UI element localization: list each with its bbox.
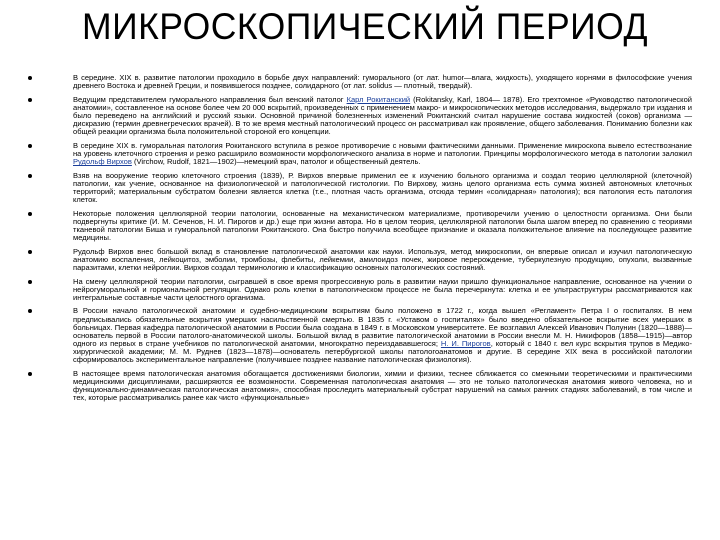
- link-rokitansky[interactable]: Карл Рокитанский: [346, 94, 411, 104]
- paragraph-text: На смену целлюлярной теории патологии, сыгравшей в свое время прогрессивную роль в развитии науки пришло функциональное направление, основанное на учении о нейрогуморальной и гормональной регуляции. Однако роль клетки в патологическом процессе не была перечеркнута: клетка и ее ультраструктуры рассматриваются как интегральные составные части целостного организма.: [73, 276, 692, 302]
- paragraph-text: В середине. XIX в. развитие патологии проходило в борьбе двух направлений: гуморального (от лат. humor—влага, жидкость), уходящего корнями в философские учения древнего Востока и древней Греции, и появившегося позднее, солидарного (от лат. solidus — плотный, твердый).: [73, 73, 692, 91]
- paragraph-text: Взяв на вооружение теорию клеточного строения (1839), Р. Вирхов впервые применил ее к изучению больного организма и создал теорию целлюлярной (клеточной) патологии, как учение, основанное на физиологической и патологической гистологии. По Вирхову, жизнь целого организма есть сумма жизней автономных клеточных территорий; материальным субстратом болезни является клетка (т.е., плотная часть организма, отсюда термин «солидарная» патология); вся патология есть патология клеток.: [73, 170, 692, 205]
- paragraph-text: [73, 307, 692, 364]
- paragraph-text-part: Ведущим представителем гуморального направления был венский патолог: [73, 94, 347, 104]
- paragraph-text-part: (Rokitansky, Karl, 1804— 1878). Его трехтомное «Руководство патологической анатомии», составленное на основе более чем 20 000 вскрытий, произведенных с применением макро- и микроскопических методов исследования, выдержало три издания и было переведено на английский и русский языки. Основной причиной болезненных изменений Рокитанский считал нарушение состава жидкостей (соков) организма — дискразию (термин древнегреческих врачей). В то же время местный патологический процесс он рассматривал как проявление, общего заболевания. Пониманию болезни как общей реакции организма была положительной стороной его концепции.: [73, 94, 692, 137]
- paragraph-text: В настоящее время патологическая анатомия обогащается достижениями биологии, химии и физики, теснее сближается со смежными теоретическими и практическими медицинскими дисциплинами, расширяются ее возможности. Современная патологическая анатомия — это не только патологическая анатомия живого человека, но и функционально-динамическая патологическая анатомия», способная проследить материальный субстрат нарушений на самых ранних стадиях заболеваний, в том числе и тех, которые рассматривались ранее как чисто «функциональные»: [73, 368, 692, 403]
- paragraph-text-part: (Virchow, Rudolf, 1821—1902)—немецкий врач, патолог и общественный деятель.: [131, 157, 421, 167]
- bullet-icon: [28, 144, 32, 148]
- paragraph-5: [28, 210, 692, 243]
- paragraph-text-part: В России начало патологической анатомии и судебно-медицинским вскрытиям было положено в 1722 г., когда вышел «Регламент» Петра I о госпиталях. В нем предписывались обязательные вскрытия умерших насильственной смертью. В 1835 г. «Уставом о госпиталях» было введено обязательное вскрытие всех умерших в больницах. Первая кафедра патологической анатомии в России была создана в 1849 г. в Московском университете. Ее возглавил Алексей Иванович Полунин (1820—1888)—основатель первой в России патолого-анатомической школы. Большой вклад в развитие патологической анатомии в России внесли М. Н. Никифоров (1858—1915)—автор одного из первых в стране учебников по патологической анатомии, многократно переиздававшегося;: [73, 306, 692, 349]
- paragraph-text-part: , который с 1840 г. вел курс вскрытия трупов в Медико-хирургической академии; М. М. Руднев (1823—1878)—основатель петербургской школы патологоанатомов и другие. В середине XIX века в российской патологии сформировалось экспериментальное направление (получившее позднее название патологическая физиология).: [73, 339, 693, 365]
- bullet-icon: [28, 76, 32, 80]
- paragraph-text: [73, 96, 692, 137]
- page-title: МИКРОСКОПИЧЕСКИЙ ПЕРИОД: [81, 6, 649, 47]
- paragraph-9: [28, 370, 692, 403]
- paragraph-4: [28, 172, 692, 205]
- paragraph-text: Рудольф Вирхов внес большой вклад в становление патологической анатомии как науки. Используя, метод микроскопии, он впервые описал и изучил патологическую анатомию воспаления, лейкоцитоз, эмболии, тромбозы, флебиты, лейкемии, амилоидоз почек, жировое перерождение, туберкулезную продукцию, опухоли, вызванные паразитами, клетки нейроглии. Вирхов создал терминологию и классификацию основных патологических состояний.: [73, 246, 692, 273]
- bullet-icon: [28, 174, 32, 178]
- link-pirogov[interactable]: Н. И. Пирогов: [440, 339, 491, 349]
- body-text: [28, 74, 692, 408]
- bullet-icon: [28, 309, 32, 313]
- bullet-icon: [28, 212, 32, 216]
- paragraph-text: Некоторые положения целлюлярной теории патологии, основанные на механистическом материализме, противоречили учению о целостности организма. Они были подвергнуты критике (И. М. Сеченов, Н. И. Пирогов и др.) еще при жизни автора. Но в целом теория, целлюлярной патологии была шагом вперед по сравнению с теориями тканевой патологии Биша и гуморальной патологии Рокитанского. Она быстро получила всеобщее признание и оказала положительное влияние на последующее развитие медицины.: [73, 208, 692, 243]
- bullet-icon: [28, 98, 32, 102]
- bullet-icon: [28, 280, 32, 284]
- paragraph-text: [73, 142, 692, 166]
- paragraph-7: [28, 278, 692, 302]
- paragraph-6: [28, 248, 692, 272]
- paragraph-2: [28, 96, 692, 137]
- link-virchow[interactable]: Рудольф Вирхов: [73, 157, 132, 167]
- bullet-icon: [28, 372, 32, 376]
- bullet-icon: [28, 250, 32, 254]
- paragraph-8: [28, 307, 692, 364]
- paragraph-1: [28, 74, 692, 90]
- paragraph-text-part: В середине XIX в. гуморальная патология Рокитанского вступила в резкое противоречие с новыми фактическими данными. Применение микроскопа вывело естествознание на уровень клеточного строения и резко расширило возможности морфологического анализа в норме и патологии. Принципы морфологического метода в патологии заложил: [73, 140, 692, 159]
- paragraph-3: [28, 142, 692, 166]
